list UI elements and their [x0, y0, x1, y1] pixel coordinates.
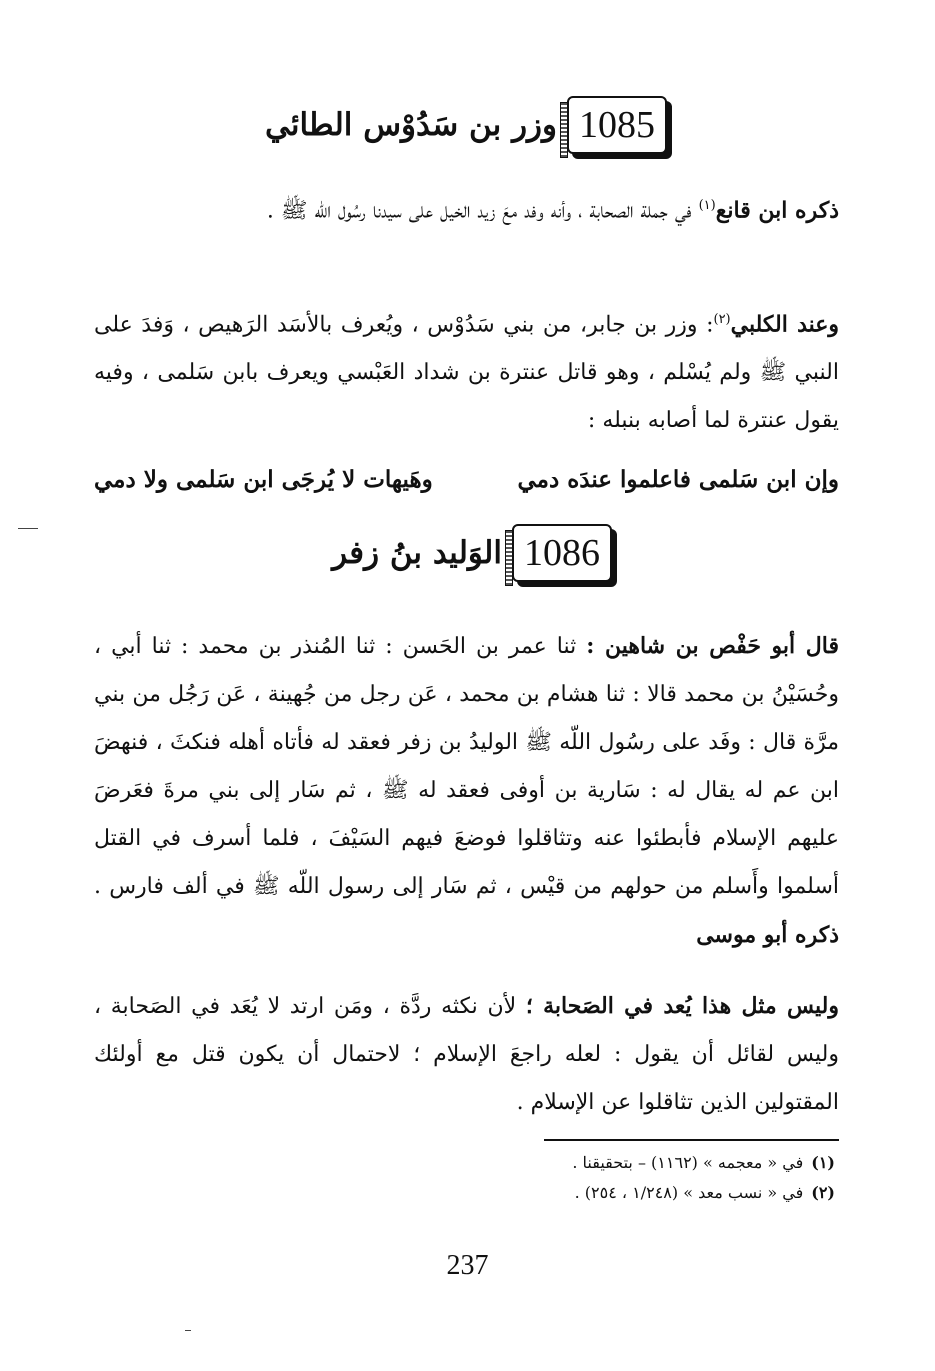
entry-title: وزر بن سَدُوْس الطائي — [265, 107, 557, 143]
page-number: 237 — [446, 1250, 489, 1281]
footnote-2 — [95, 1178, 835, 1208]
verse-second-hemistich: وهَيهات لا يُرجَى ابن سَلمى ولا دمي — [94, 466, 433, 493]
scan-mark — [18, 528, 38, 529]
paragraph-text: في جملة الصحابة ، وأنه وفد معَ زيد الخيل على سيدنا رسُول اللّه ﷺ . — [266, 198, 699, 224]
footnote-1 — [95, 1148, 835, 1178]
footnote-divider — [544, 1139, 839, 1141]
paragraph-ibn-shahin — [94, 622, 839, 960]
footnote-text: في « نسب معد » (١/٢٤٨ ، ٢٥٤) . — [574, 1183, 804, 1202]
footnote-ref-1: (١) — [698, 198, 716, 213]
footnotes — [95, 1148, 835, 1208]
paragraph-lead: ذكره ابن قانع — [715, 197, 839, 224]
paragraph-lead: وليس مثل هذا يُعد في الصَحابة ؛ — [525, 993, 839, 1019]
paragraph-lead: وعند الكلبي — [730, 311, 839, 338]
paragraph-text: ثنا عمر بن الحَسن : ثنا المُنذر بن محمد : ثنا أبي ، وحُسَيْنُ بن محمد قالا : ثنا هشام بن محمد ، عَن رجل من جُهينة ، عَن رَجُل من بني مرَّة قال : وفَد على رسُول اللّه ﷺ الوليدُ بن زفر فعقد له فأتاه أهله فنكثَ ، فنهضَ ابن عم له يقال له : سَارية بن أوفى فعقد له ﷺ ، ثم سَار إلى بني مرةَ فعَرضَ عليهم الإسلام فأبطئوا عنه وتثاقلوا فوضعَ فيهم السَيْفَ ، فلما أسرف في القتل أسلموا وأَسلم من حولهم من قيْس ، ثم سَار إلى رسول اللّه ﷺ في ألف فارس . — [94, 634, 839, 899]
entry-heading-1086 — [332, 524, 612, 582]
paragraph-kalbi — [94, 296, 839, 445]
paragraph-text: لأن نكثه ردَّة ، ومَن ارتد لا يُعَد في الصَحابة ، وليس لقائل أن يقول : لعله راجعَ الإسلام ؛ لاحتمال أن يكون قتل مع أولئك المقتولين الذين تثاقلوا عن الإسلام . — [94, 994, 839, 1115]
entry-title: الوَليد بنُ زفر — [332, 535, 502, 571]
entry-number-box: 1086 — [512, 524, 612, 582]
paragraph-ibn-qani — [94, 182, 839, 235]
paragraph-tail: ذكره أبو موسى — [696, 922, 839, 948]
poetry-verse — [94, 466, 839, 493]
scan-mark — [185, 1330, 191, 1331]
entry-number-box: 1085 — [567, 96, 667, 154]
verse-first-hemistich: وإن ابن سَلمى فاعلموا عندَه دمي — [517, 466, 839, 493]
entry-heading-1085 — [265, 96, 667, 154]
paragraph-lead: قال أبو حَفْص بن شاهين : — [586, 633, 839, 659]
footnote-number: (٢) — [811, 1183, 835, 1202]
footnote-number: (١) — [811, 1153, 835, 1172]
footnote-ref-2: (٢) — [713, 312, 731, 327]
paragraph-commentary — [94, 982, 839, 1127]
paragraph-text: : وزر بن جابر، من بني سَدُوْس ، ويُعرف بالأسَد الرَهيص ، وَفدَ على النبي ﷺ ولم يُسْلم ، وهو قاتل عنترة بن شداد العَبْسي ويعرف بابن سَلمى ، وفيه يقول عنترة لما أصابه بنبله : — [94, 312, 839, 434]
footnote-text: في « معجمه » (١١٦٢) – بتحقيقنا . — [572, 1153, 804, 1172]
